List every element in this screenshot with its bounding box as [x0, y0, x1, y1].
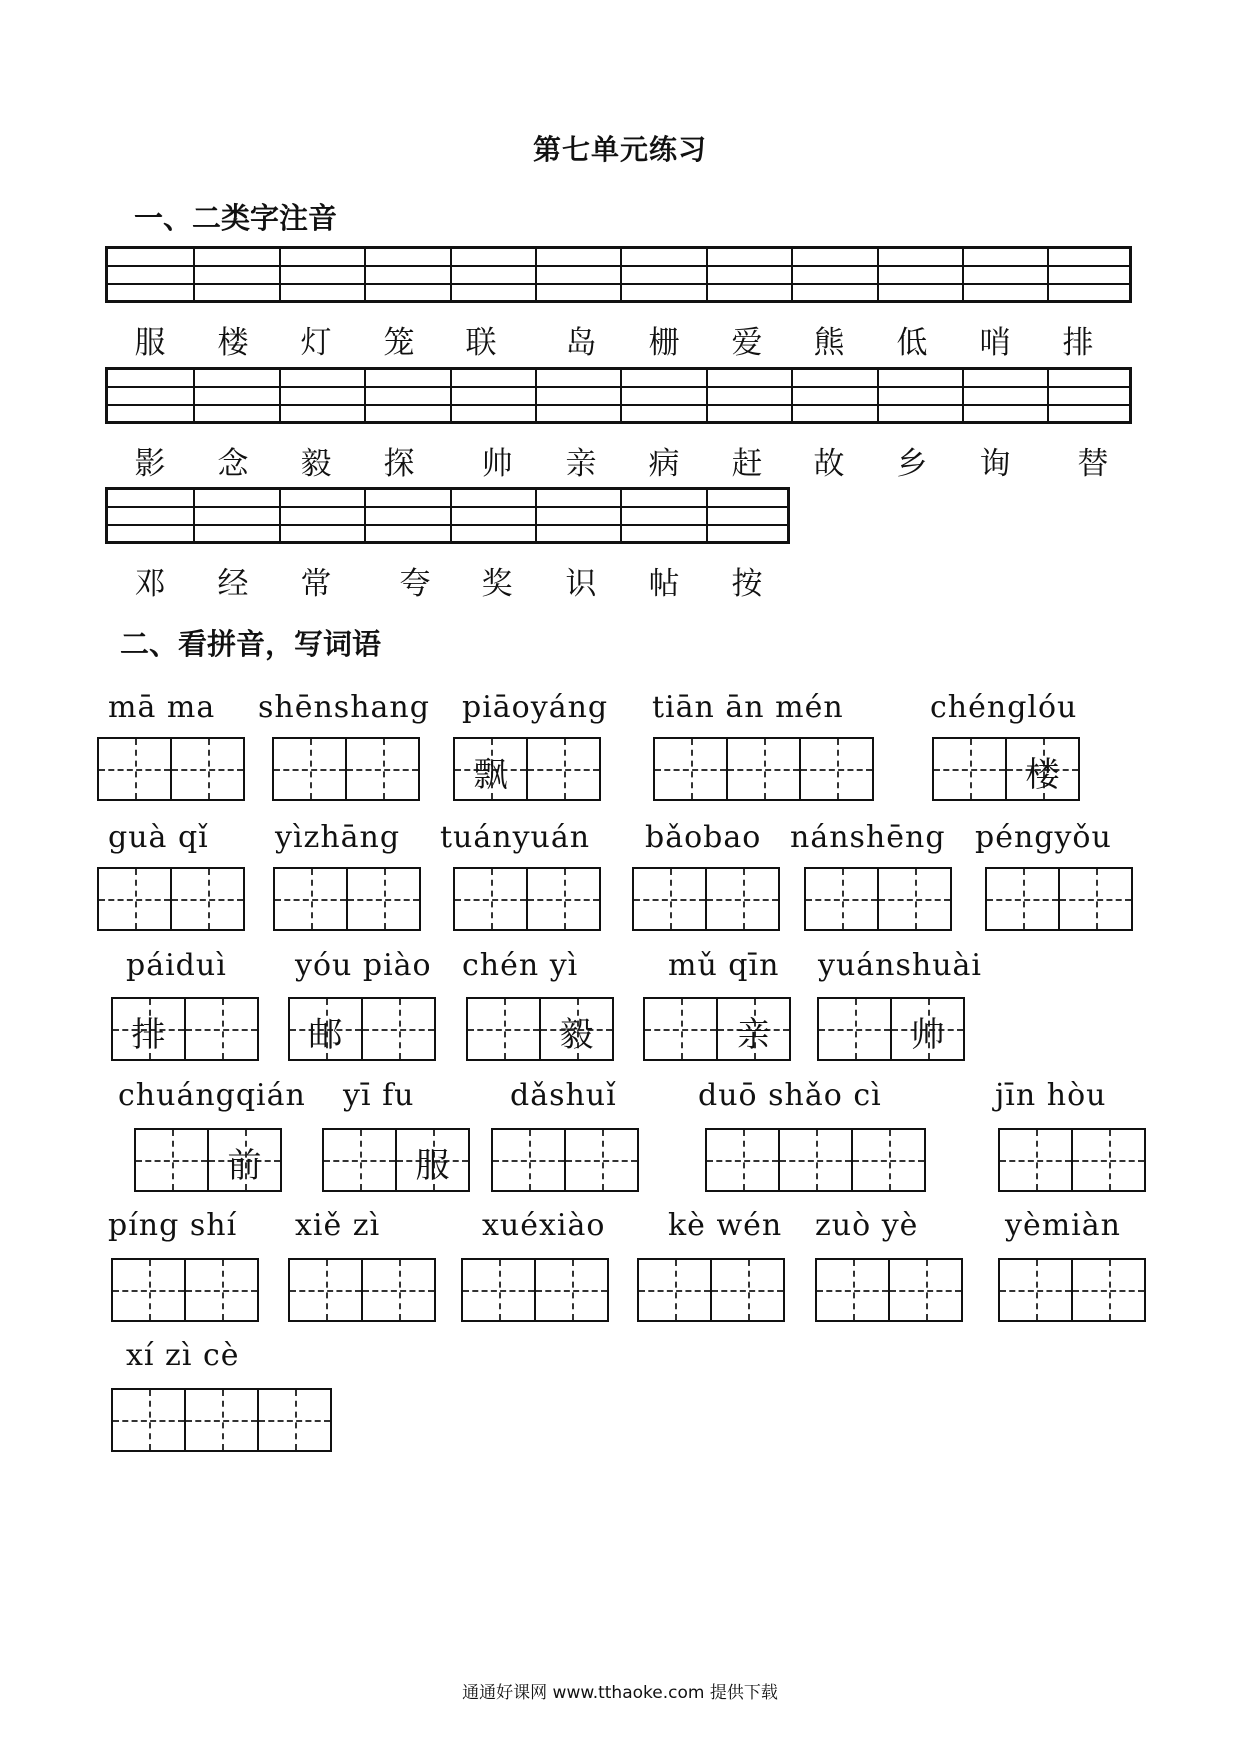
- tianzige-cell[interactable]: [526, 867, 601, 931]
- dashed-guide: [602, 1130, 604, 1190]
- dashed-guide: [326, 1260, 328, 1320]
- tianzige-cell[interactable]: [453, 737, 528, 801]
- column-divider: [706, 249, 708, 300]
- column-divider: [279, 249, 281, 300]
- column-divider: [364, 370, 366, 421]
- footer-credit: 通通好课网 www.tthaoke.com 提供下载: [462, 1683, 778, 1703]
- tianzige-cell[interactable]: [466, 997, 541, 1061]
- column-divider: [620, 249, 622, 300]
- pinyin-label: kè wén: [668, 1208, 783, 1243]
- writing-grid: [111, 997, 259, 1061]
- tianzige-cell[interactable]: [461, 1258, 536, 1322]
- pinyin-label: yuánshuài: [818, 948, 982, 983]
- tianzige-cell[interactable]: [726, 737, 801, 801]
- dashed-guide: [149, 1390, 151, 1450]
- dashed-guide: [222, 1390, 224, 1450]
- column-divider: [877, 249, 879, 300]
- dashed-guide: [1109, 1130, 1111, 1190]
- tianzige-cell[interactable]: [184, 1388, 259, 1452]
- guide-line: [108, 404, 1129, 406]
- tianzige-cell[interactable]: [184, 1258, 259, 1322]
- dashed-guide: [172, 1130, 174, 1190]
- column-divider: [791, 249, 793, 300]
- pinyin-label: shēnshang: [258, 690, 430, 725]
- character-to-annotate: 乡: [896, 446, 928, 482]
- pinyin-label: yóu piào: [295, 948, 432, 983]
- tianzige-cell[interactable]: [799, 737, 874, 801]
- column-divider: [535, 249, 537, 300]
- tianzige-cell[interactable]: [345, 737, 420, 801]
- dashed-guide: [816, 1130, 818, 1190]
- four-line-grid: [105, 246, 1132, 303]
- tianzige-cell[interactable]: [322, 1128, 397, 1192]
- tianzige-cell[interactable]: [361, 1258, 436, 1322]
- tianzige-cell[interactable]: [705, 1128, 780, 1192]
- pinyin-label: chénglóu: [930, 690, 1078, 725]
- writing-grid: [705, 1128, 926, 1192]
- dashed-guide: [310, 739, 312, 799]
- column-divider: [450, 249, 452, 300]
- dashed-guide: [1023, 869, 1025, 929]
- tianzige-cell[interactable]: [778, 1128, 853, 1192]
- dashed-guide: [135, 739, 137, 799]
- dashed-guide: [691, 739, 693, 799]
- writing-grid: [804, 867, 952, 931]
- column-divider: [193, 490, 195, 541]
- tianzige-cell[interactable]: [491, 1128, 566, 1192]
- dashed-guide: [915, 869, 917, 929]
- character-to-annotate: 毅: [300, 446, 332, 482]
- pinyin-label: piāoyáng: [462, 690, 609, 725]
- column-divider: [1047, 370, 1049, 421]
- pinyin-label: duō shǎo cì: [698, 1078, 882, 1113]
- dashed-guide: [399, 1260, 401, 1320]
- column-divider: [706, 490, 708, 541]
- character-to-annotate: 哨: [979, 325, 1011, 361]
- character-to-annotate: 楼: [217, 325, 249, 361]
- tianzige-cell[interactable]: [851, 1128, 926, 1192]
- tianzige-cell[interactable]: [257, 1388, 332, 1452]
- writing-grid: [453, 867, 601, 931]
- dashed-guide: [1096, 869, 1098, 929]
- tianzige-cell[interactable]: [361, 997, 436, 1061]
- writing-grid: [932, 737, 1080, 801]
- character-to-annotate: 夸: [399, 566, 431, 602]
- tianzige-cell[interactable]: [111, 1258, 186, 1322]
- dashed-guide: [564, 869, 566, 929]
- column-divider: [450, 490, 452, 541]
- tianzige-cell[interactable]: [170, 737, 245, 801]
- dashed-guide: [670, 869, 672, 929]
- guide-line: [108, 524, 787, 526]
- writing-grid: [653, 737, 874, 801]
- tianzige-cell[interactable]: [632, 867, 707, 931]
- character-to-annotate: 岛: [565, 325, 597, 361]
- pinyin-label: bǎobao: [645, 820, 762, 855]
- writing-grid: [288, 997, 436, 1061]
- dashed-guide: [853, 1260, 855, 1320]
- tianzige-cell[interactable]: [877, 867, 952, 931]
- given-character: 服: [415, 1146, 450, 1186]
- tianzige-cell[interactable]: [539, 997, 614, 1061]
- writing-grid: [273, 867, 421, 931]
- character-to-annotate: 病: [648, 446, 680, 482]
- writing-grid: [998, 1258, 1146, 1322]
- tianzige-cell[interactable]: [710, 1258, 785, 1322]
- character-to-annotate: 灯: [300, 325, 332, 361]
- character-to-annotate: 识: [565, 566, 597, 602]
- given-character: 毅: [559, 1015, 594, 1055]
- writing-grid: [288, 1258, 436, 1322]
- guide-line: [108, 506, 787, 508]
- pinyin-label: xiě zì: [295, 1208, 381, 1243]
- section2-heading: 二、看拼音，写词语: [120, 627, 382, 661]
- tianzige-cell[interactable]: [643, 997, 718, 1061]
- given-character: 飘: [473, 755, 508, 795]
- dashed-guide: [970, 739, 972, 799]
- dashed-guide: [360, 1130, 362, 1190]
- dashed-guide: [764, 739, 766, 799]
- writing-grid: [111, 1258, 259, 1322]
- pinyin-label: xí zì cè: [126, 1338, 240, 1373]
- column-divider: [450, 370, 452, 421]
- tianzige-cell[interactable]: [888, 1258, 963, 1322]
- given-character: 前: [227, 1146, 262, 1186]
- tianzige-cell[interactable]: [395, 1128, 470, 1192]
- tianzige-cell[interactable]: [207, 1128, 282, 1192]
- dashed-guide: [311, 869, 313, 929]
- column-divider: [962, 370, 964, 421]
- given-character: 楼: [1025, 755, 1060, 795]
- tianzige-cell[interactable]: [97, 867, 172, 931]
- tianzige-cell[interactable]: [288, 1258, 363, 1322]
- character-to-annotate: 栅: [648, 325, 680, 361]
- writing-grid: [998, 1128, 1146, 1192]
- section1-heading: 一、二类字注音: [134, 201, 338, 235]
- column-divider: [535, 490, 537, 541]
- tianzige-cell[interactable]: [346, 867, 421, 931]
- writing-grid: [322, 1128, 470, 1192]
- tianzige-cell[interactable]: [111, 997, 186, 1061]
- pinyin-label: yèmiàn: [1005, 1208, 1121, 1243]
- given-character: 邮: [308, 1015, 343, 1055]
- tianzige-cell[interactable]: [817, 997, 892, 1061]
- column-divider: [620, 370, 622, 421]
- pinyin-label: guà qǐ: [108, 820, 209, 855]
- tianzige-cell[interactable]: [815, 1258, 890, 1322]
- column-divider: [364, 490, 366, 541]
- dashed-guide: [675, 1260, 677, 1320]
- tianzige-cell[interactable]: [534, 1258, 609, 1322]
- writing-grid: [453, 737, 601, 801]
- pinyin-label: tuányuán: [440, 820, 591, 855]
- character-to-annotate: 按: [731, 566, 763, 602]
- writing-grid: [97, 737, 245, 801]
- pinyin-label: páiduì: [126, 948, 227, 983]
- character-to-annotate: 排: [1062, 325, 1094, 361]
- tianzige-cell[interactable]: [998, 1258, 1073, 1322]
- dashed-guide: [295, 1390, 297, 1450]
- writing-grid: [97, 867, 245, 931]
- given-character: 排: [131, 1015, 166, 1055]
- character-to-annotate: 笼: [383, 325, 415, 361]
- character-to-annotate: 亲: [565, 446, 597, 482]
- tianzige-cell[interactable]: [716, 997, 791, 1061]
- character-to-annotate: 联: [465, 325, 497, 361]
- dashed-guide: [222, 1260, 224, 1320]
- character-to-annotate: 询: [979, 446, 1011, 482]
- column-divider: [620, 490, 622, 541]
- guide-line: [108, 283, 1129, 285]
- dashed-guide: [1036, 1260, 1038, 1320]
- character-to-annotate: 熊: [813, 325, 845, 361]
- tianzige-cell[interactable]: [653, 737, 728, 801]
- column-divider: [193, 249, 195, 300]
- character-to-annotate: 服: [134, 325, 166, 361]
- column-divider: [279, 490, 281, 541]
- dashed-guide: [222, 999, 224, 1059]
- character-to-annotate: 故: [813, 446, 845, 482]
- writing-grid: [466, 997, 614, 1061]
- pinyin-label: píng shí: [108, 1208, 238, 1243]
- tianzige-cell[interactable]: [134, 1128, 209, 1192]
- character-to-annotate: 低: [896, 325, 928, 361]
- dashed-guide: [743, 1130, 745, 1190]
- writing-grid: [491, 1128, 639, 1192]
- character-to-annotate: 影: [134, 446, 166, 482]
- pinyin-label: yìzhāng: [275, 820, 401, 855]
- tianzige-cell[interactable]: [1071, 1128, 1146, 1192]
- writing-grid: [134, 1128, 282, 1192]
- guide-line: [108, 265, 1129, 267]
- tianzige-cell[interactable]: [272, 737, 347, 801]
- pinyin-label: nánshēng: [790, 820, 946, 855]
- tianzige-cell[interactable]: [705, 867, 780, 931]
- given-character: 帅: [910, 1015, 945, 1055]
- dashed-guide: [837, 739, 839, 799]
- writing-grid: [817, 997, 965, 1061]
- dashed-guide: [208, 739, 210, 799]
- dashed-guide: [149, 1260, 151, 1320]
- character-to-annotate: 常: [300, 566, 332, 602]
- guide-line: [108, 386, 1129, 388]
- dashed-guide: [1109, 1260, 1111, 1320]
- column-divider: [1047, 249, 1049, 300]
- character-to-annotate: 奖: [481, 566, 513, 602]
- column-divider: [364, 249, 366, 300]
- tianzige-cell[interactable]: [985, 867, 1060, 931]
- dashed-guide: [743, 869, 745, 929]
- column-divider: [279, 370, 281, 421]
- four-line-grid: [105, 487, 790, 544]
- dashed-guide: [1036, 1130, 1038, 1190]
- character-to-annotate: 念: [217, 446, 249, 482]
- character-to-annotate: 爱: [731, 325, 763, 361]
- dashed-guide: [748, 1260, 750, 1320]
- character-to-annotate: 替: [1077, 446, 1109, 482]
- tianzige-cell[interactable]: [890, 997, 965, 1061]
- tianzige-cell[interactable]: [637, 1258, 712, 1322]
- column-divider: [706, 370, 708, 421]
- pinyin-label: tiān ān mén: [652, 690, 844, 725]
- writing-grid: [643, 997, 791, 1061]
- page-title: 第七单元练习: [532, 133, 707, 166]
- pinyin-label: xuéxiào: [482, 1208, 606, 1243]
- character-to-annotate: 经: [217, 566, 249, 602]
- pinyin-label: dǎshuǐ: [510, 1078, 617, 1113]
- character-to-annotate: 赶: [731, 446, 763, 482]
- tianzige-cell[interactable]: [1058, 867, 1133, 931]
- dashed-guide: [383, 739, 385, 799]
- tianzige-cell[interactable]: [453, 867, 528, 931]
- dashed-guide: [499, 1260, 501, 1320]
- writing-grid: [632, 867, 780, 931]
- tianzige-cell[interactable]: [526, 737, 601, 801]
- dashed-guide: [491, 869, 493, 929]
- dashed-guide: [572, 1260, 574, 1320]
- column-divider: [535, 370, 537, 421]
- tianzige-cell[interactable]: [1005, 737, 1080, 801]
- tianzige-cell[interactable]: [932, 737, 1007, 801]
- writing-grid: [815, 1258, 963, 1322]
- character-to-annotate: 帅: [481, 446, 513, 482]
- character-to-annotate: 探: [383, 446, 415, 482]
- pinyin-label: zuò yè: [815, 1208, 919, 1243]
- dashed-guide: [504, 999, 506, 1059]
- pinyin-label: jīn hòu: [995, 1078, 1107, 1113]
- dashed-guide: [842, 869, 844, 929]
- character-to-annotate: 邓: [134, 566, 166, 602]
- dashed-guide: [208, 869, 210, 929]
- tianzige-cell[interactable]: [288, 997, 363, 1061]
- writing-grid: [985, 867, 1133, 931]
- writing-grid: [637, 1258, 785, 1322]
- tianzige-cell[interactable]: [998, 1128, 1073, 1192]
- tianzige-cell[interactable]: [97, 737, 172, 801]
- four-line-grid: [105, 367, 1132, 424]
- column-divider: [962, 249, 964, 300]
- writing-grid: [111, 1388, 332, 1452]
- tianzige-cell[interactable]: [111, 1388, 186, 1452]
- column-divider: [877, 370, 879, 421]
- dashed-guide: [399, 999, 401, 1059]
- pinyin-label: péngyǒu: [975, 820, 1112, 855]
- pinyin-label: chuángqián: [118, 1078, 306, 1113]
- writing-grid: [461, 1258, 609, 1322]
- dashed-guide: [529, 1130, 531, 1190]
- tianzige-cell[interactable]: [273, 867, 348, 931]
- pinyin-label: chén yì: [462, 948, 579, 983]
- dashed-guide: [681, 999, 683, 1059]
- column-divider: [791, 370, 793, 421]
- dashed-guide: [384, 869, 386, 929]
- dashed-guide: [889, 1130, 891, 1190]
- pinyin-label: mǔ qīn: [668, 948, 780, 983]
- dashed-guide: [926, 1260, 928, 1320]
- pinyin-label: yī fu: [343, 1078, 415, 1113]
- dashed-guide: [135, 869, 137, 929]
- pinyin-label: mā ma: [108, 690, 216, 725]
- tianzige-cell[interactable]: [170, 867, 245, 931]
- tianzige-cell[interactable]: [804, 867, 879, 931]
- given-character: 亲: [736, 1015, 771, 1055]
- writing-grid: [272, 737, 420, 801]
- tianzige-cell[interactable]: [564, 1128, 639, 1192]
- tianzige-cell[interactable]: [184, 997, 259, 1061]
- tianzige-cell[interactable]: [1071, 1258, 1146, 1322]
- column-divider: [193, 370, 195, 421]
- character-to-annotate: 帖: [648, 566, 680, 602]
- dashed-guide: [564, 739, 566, 799]
- dashed-guide: [855, 999, 857, 1059]
